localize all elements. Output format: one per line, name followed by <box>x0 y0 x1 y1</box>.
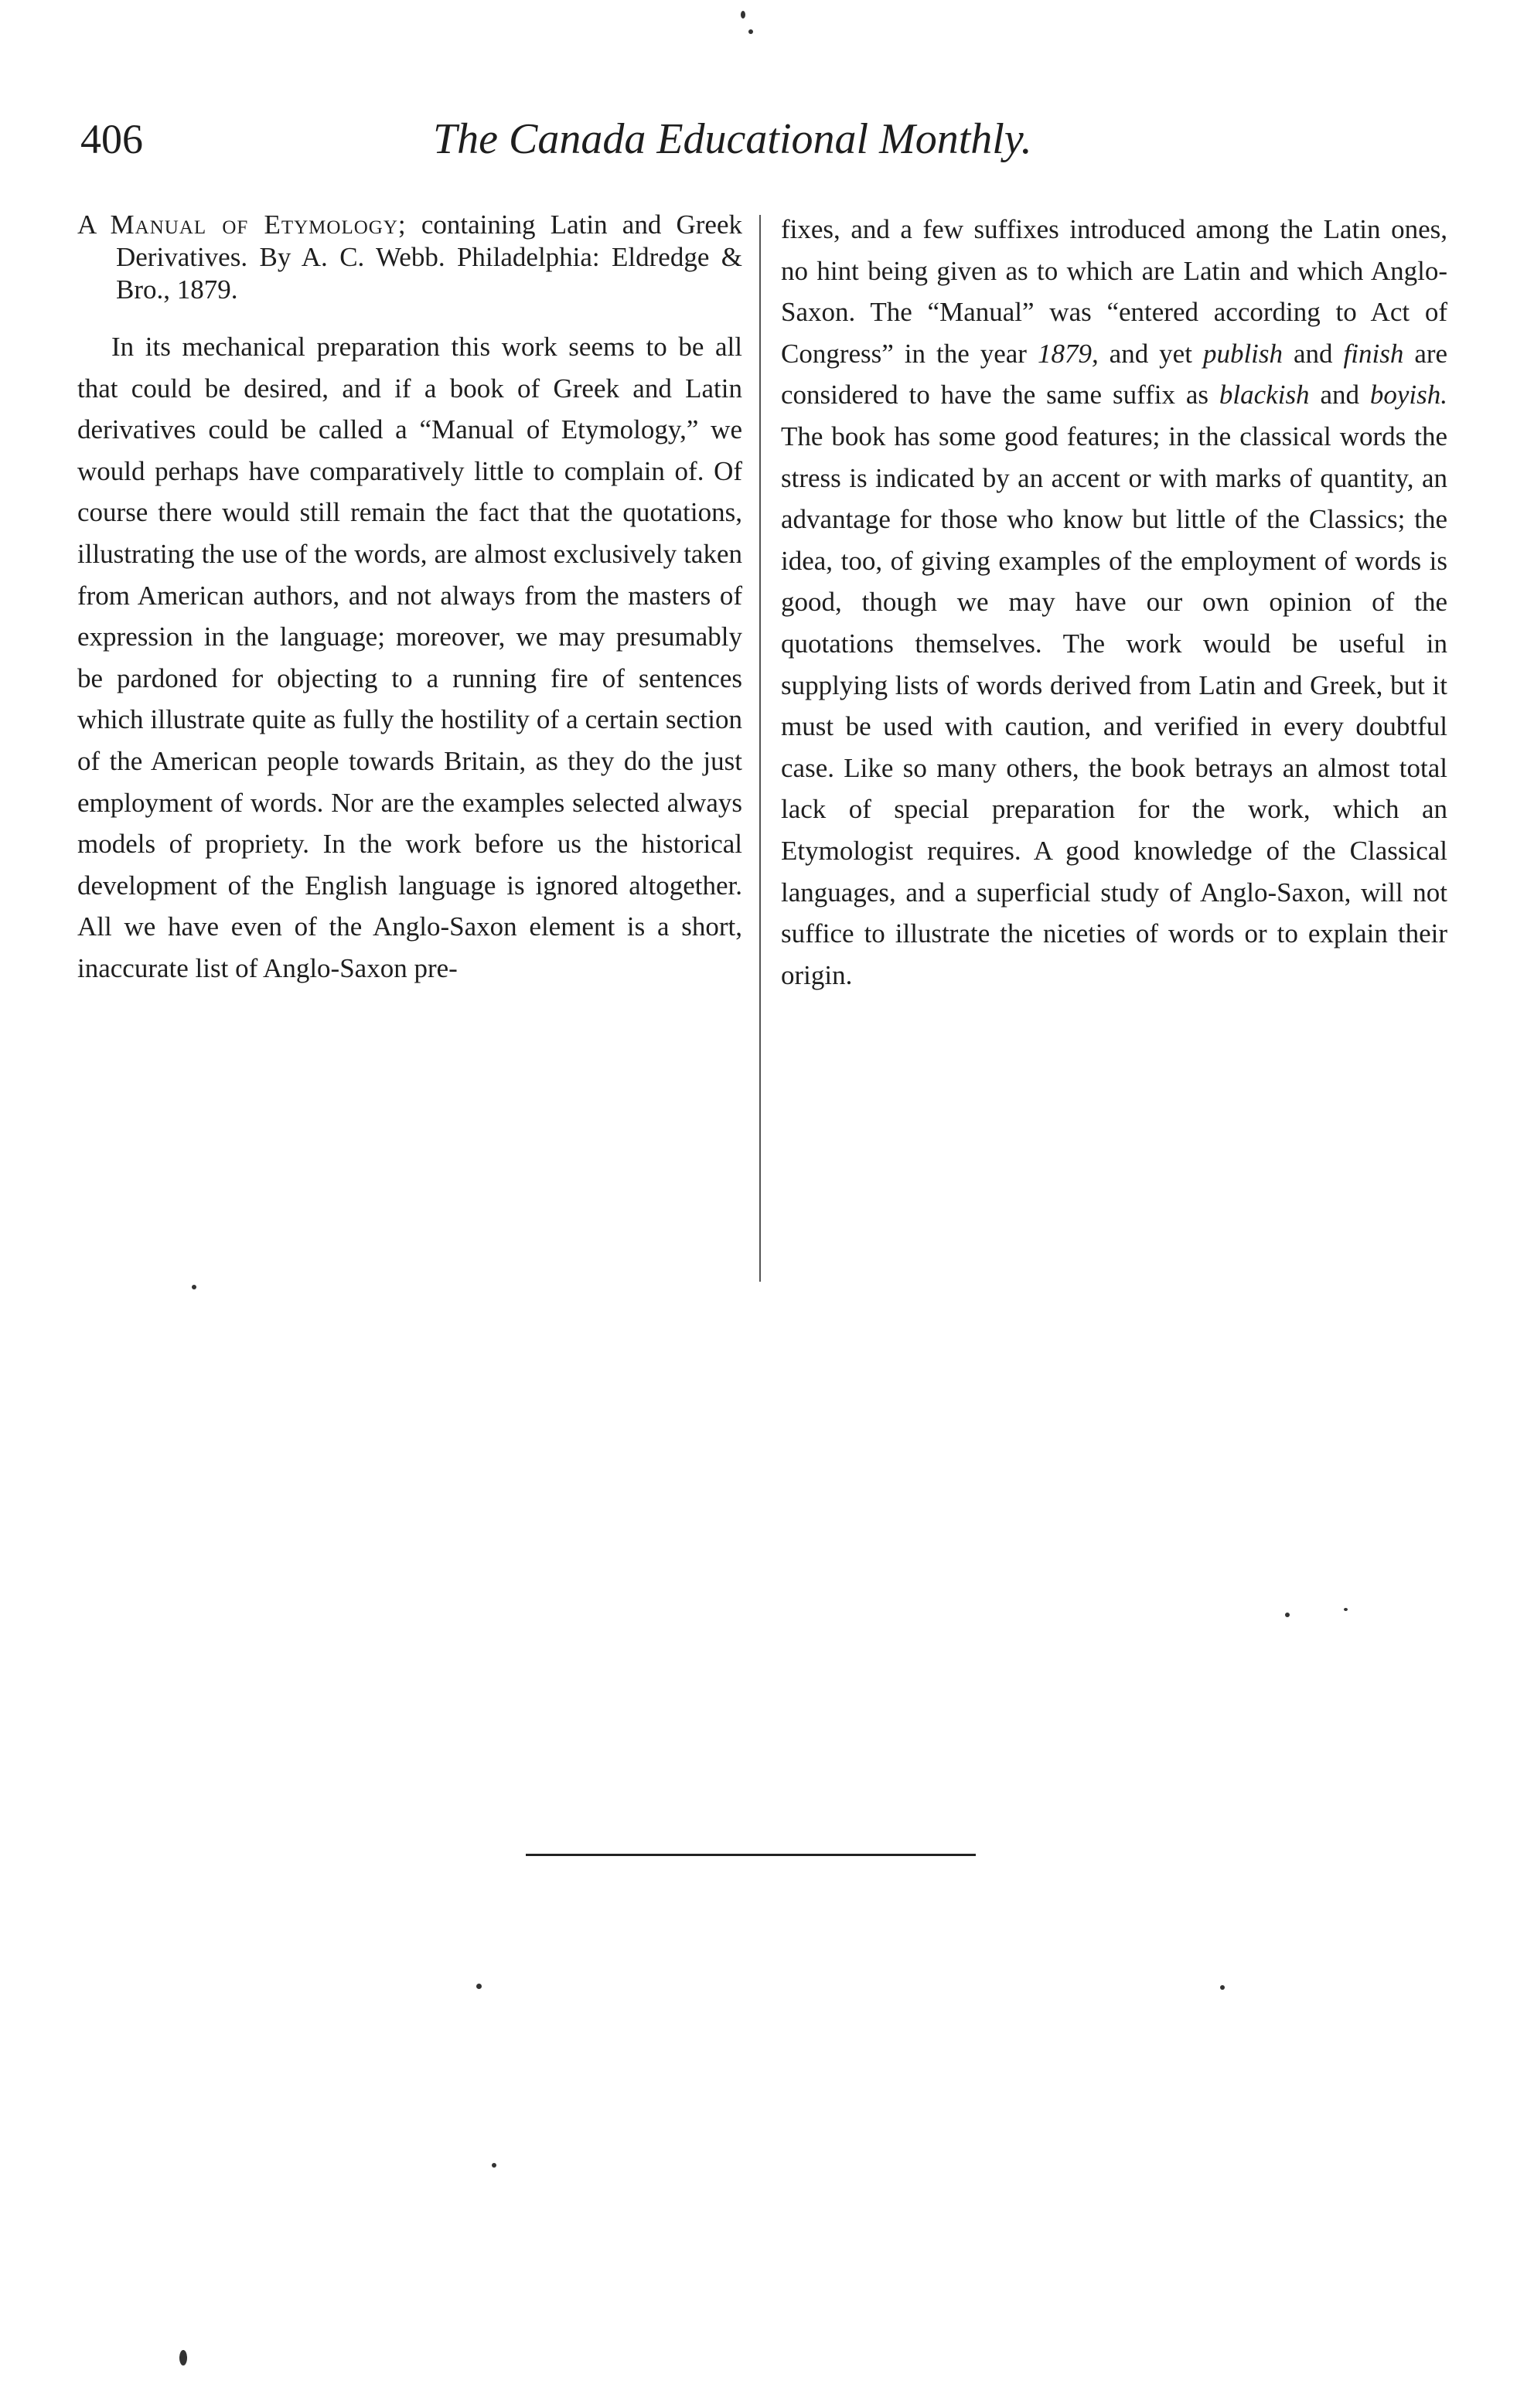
word-blackish: blackish <box>1219 380 1310 410</box>
right-text-c: are considered to have the same suffix as <box>781 338 1448 410</box>
title-rest: containing Latin and Greek Derivatives. By A. C. Webb. Philadelphia: Eldredge & Bro., 1879. <box>116 209 743 305</box>
word-publish: publish <box>1202 338 1283 369</box>
print-speck <box>492 2163 496 2168</box>
right-column <box>781 209 1447 996</box>
page-number: 406 <box>80 116 143 162</box>
print-speck <box>476 1984 482 1989</box>
left-column <box>77 209 742 989</box>
column-rule <box>759 215 761 1282</box>
bottom-rule <box>526 1854 976 1856</box>
right-text-d: The book has some good features; in the classical words the stress is indicated by an accent or with marks of quantity, an advantage for those who know but little of the Classics; the idea, too, of giving examples of the employment of words is good, though we may have our own opinion of the quotations themselves. The work would be useful in supplying lists of words derived from Latin and Greek, but it must be used with caution, and verified in every doubtful case. Like so many others, the book betrays an almost total lack of special preparation for the work, which an Etymologist requires. A good knowledge of the Classical languages, and a superficial study of Anglo-Saxon, will not suffice to illustrate the niceties of words or to explain their origin. <box>781 421 1447 990</box>
title-prefix: A <box>77 209 96 240</box>
title-smallcaps: Manual of Etymology; <box>110 209 407 240</box>
review-paragraph-right <box>781 209 1447 996</box>
running-head: The Canada Educational Monthly. <box>433 115 1032 163</box>
right-and-2: and <box>1320 380 1359 410</box>
print-speck <box>1220 1985 1225 1990</box>
right-and: and <box>1294 338 1333 369</box>
print-speck <box>1344 1608 1348 1611</box>
print-speck <box>748 29 753 34</box>
right-text-a: fixes, and a few suffixes introduced among the Latin ones, no hint being given as to which are Latin and which Anglo-Saxon. The “Manual” was “entered according to Act of Congress” in the year <box>781 214 1447 369</box>
word-finish: finish <box>1343 338 1404 369</box>
word-boyish: boyish. <box>1369 380 1448 410</box>
right-text-b: and yet <box>1109 338 1192 369</box>
print-speck <box>192 1285 196 1289</box>
right-year: 1879, <box>1037 338 1099 369</box>
print-speck <box>179 2350 187 2365</box>
print-speck <box>741 11 745 19</box>
review-paragraph-left: In its mechanical preparation this work seems to be all that could be desired, and if a book of Greek and Latin derivatives could be called a “Manual of Etymology,” we would perhaps have comparatively little to complain of. Of course there would still remain the fact that the quotations, illustrating the use of the words, are almost exclusively taken from American authors, and not always from the masters of expression in the language; moreover, we may presumably be pardoned for objecting to a running fire of sentences which illustrate quite as fully the hostility of a certain section of the American people towards Britain, as they do the just employment of words. Nor are the examples selected always models of propriety. In the work before us the historical development of the English language is ignored altogether. All we have even of the Anglo-Saxon element is a short, inaccurate list of Anglo-Saxon pre- <box>77 332 742 983</box>
print-speck <box>1285 1613 1290 1617</box>
review-title <box>77 209 742 306</box>
